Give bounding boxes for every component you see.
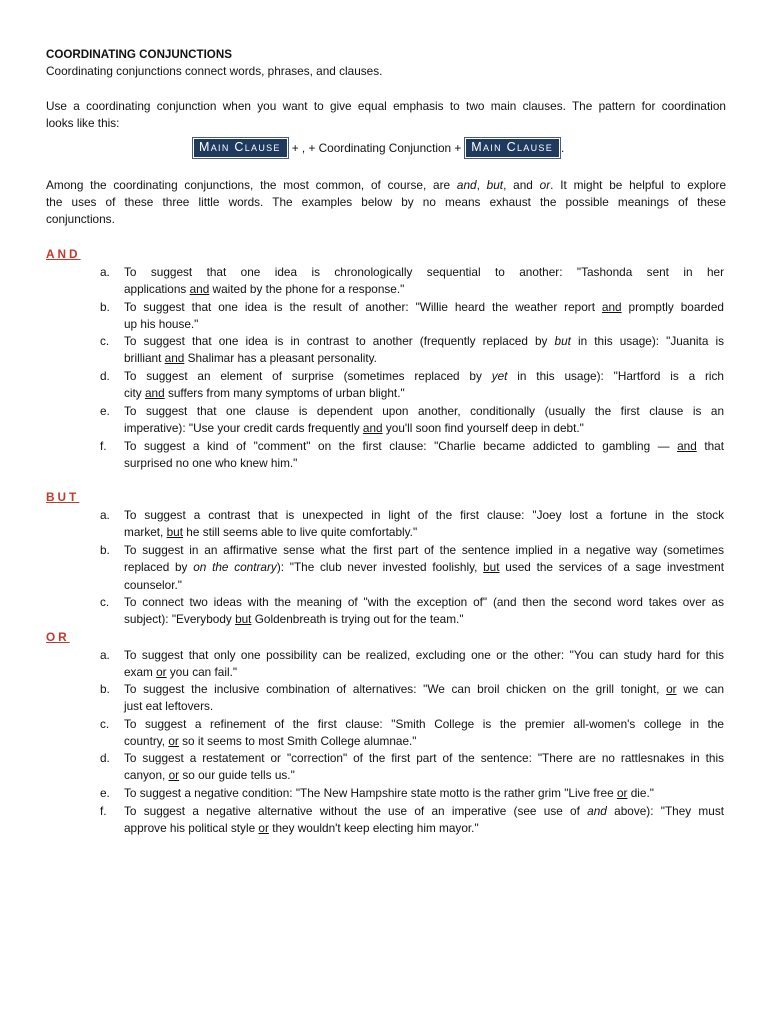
but-item-c: c. To connect two ideas with the meaning of "with the exception of" (and then the second word takes over as subject): "Everybody but Goldenbreath is trying out for the team." — [100, 595, 724, 627]
and-item-a: a. To suggest that one idea is chronologically sequential to another: "Tashonda sent in her applications and waited by the phone for a response." — [100, 265, 724, 297]
among-line-1: Among the coordinating conjunctions, the most common, of course, are and, but, and or. It might be helpful to explore — [46, 178, 727, 192]
pattern-text-line-2: looks like this: — [46, 116, 120, 130]
formula-middle-text: + , + Coordinating Conjunction + — [291, 141, 462, 155]
intro-text: Coordinating conjunctions connect words, phrases, and clauses. — [46, 64, 383, 78]
document-title: COORDINATING CONJUNCTIONS — [46, 48, 232, 61]
formula-end: . — [561, 141, 565, 155]
and-item-f: f. To suggest a kind of "comment" on the first clause: "Charlie became addicted to gambling — and that surprised no one who knew him." — [100, 439, 724, 471]
among-line-3: conjunctions. — [46, 212, 115, 226]
and-item-c: c. To suggest that one idea is in contrast to another (frequently replaced by but in this usage): "Juanita is brilliant and Shalimar has a pleasant personality. — [100, 334, 724, 366]
but-heading: BUT — [46, 490, 80, 504]
or-item-d: d. To suggest a restatement or "correction" of the first part of the sentence: "There are no rattlesnakes in this canyon, or so our guide tells us." — [100, 751, 724, 783]
or-item-b: b. To suggest the inclusive combination of alternatives: "We can broil chicken on the grill tonight, or we can just eat leftovers. — [100, 682, 725, 714]
coordination-formula — [192, 137, 564, 159]
but-item-a: a. To suggest a contrast that is unexpected in light of the first clause: "Joey lost a fortune in the stock market, but he still seems able to live quite comfortably." — [100, 508, 724, 540]
or-heading: OR — [46, 630, 70, 644]
and-item-e: e. To suggest that one clause is dependent upon another, conditionally (usually the first clause is an imperative): "Use your credit cards frequently and you'll soon find yourself deep in debt." — [100, 404, 724, 436]
pattern-text-line-1: Use a coordinating conjunction when you want to give equal emphasis to two main clauses. The pattern for coordination — [46, 99, 726, 113]
among-line-2: the uses of these three little words. The examples below by no means exhaust the possible meanings of these — [46, 195, 726, 209]
and-item-d: d. To suggest an element of surprise (sometimes replaced by yet in this usage): "Hartford is a rich city and suffers from many symptoms of urban blight." — [100, 369, 724, 401]
and-heading: AND — [46, 247, 81, 261]
or-item-e: e. To suggest a negative condition: "The New Hampshire state motto is the rather grim "Live free or die." — [100, 786, 654, 800]
or-item-c: c. To suggest a refinement of the first clause: "Smith College is the premier all-women's college in the country, or so it seems to most Smith College alumnae." — [100, 717, 724, 749]
but-item-b: b. To suggest in an affirmative sense what the first part of the sentence implied in a negative way (sometimes replaced by on the contrary): "The club never invested foolishly, but used the services of a sage investment counselor." — [100, 543, 724, 592]
main-clause-box-1: Main Clause — [192, 137, 289, 159]
main-clause-box-2: Main Clause — [464, 137, 561, 159]
or-item-f: f. To suggest a negative alternative without the use of an imperative (see use of and above): "They must approve his political style or they wouldn't keep electing him mayor." — [100, 804, 725, 836]
or-item-a: a. To suggest that only one possibility can be realized, excluding one or the other: "You can study hard for this exam or you can fail." — [100, 648, 724, 680]
and-item-b: b. To suggest that one idea is the result of another: "Willie heard the weather report and promptly boarded up his house." — [100, 300, 724, 332]
